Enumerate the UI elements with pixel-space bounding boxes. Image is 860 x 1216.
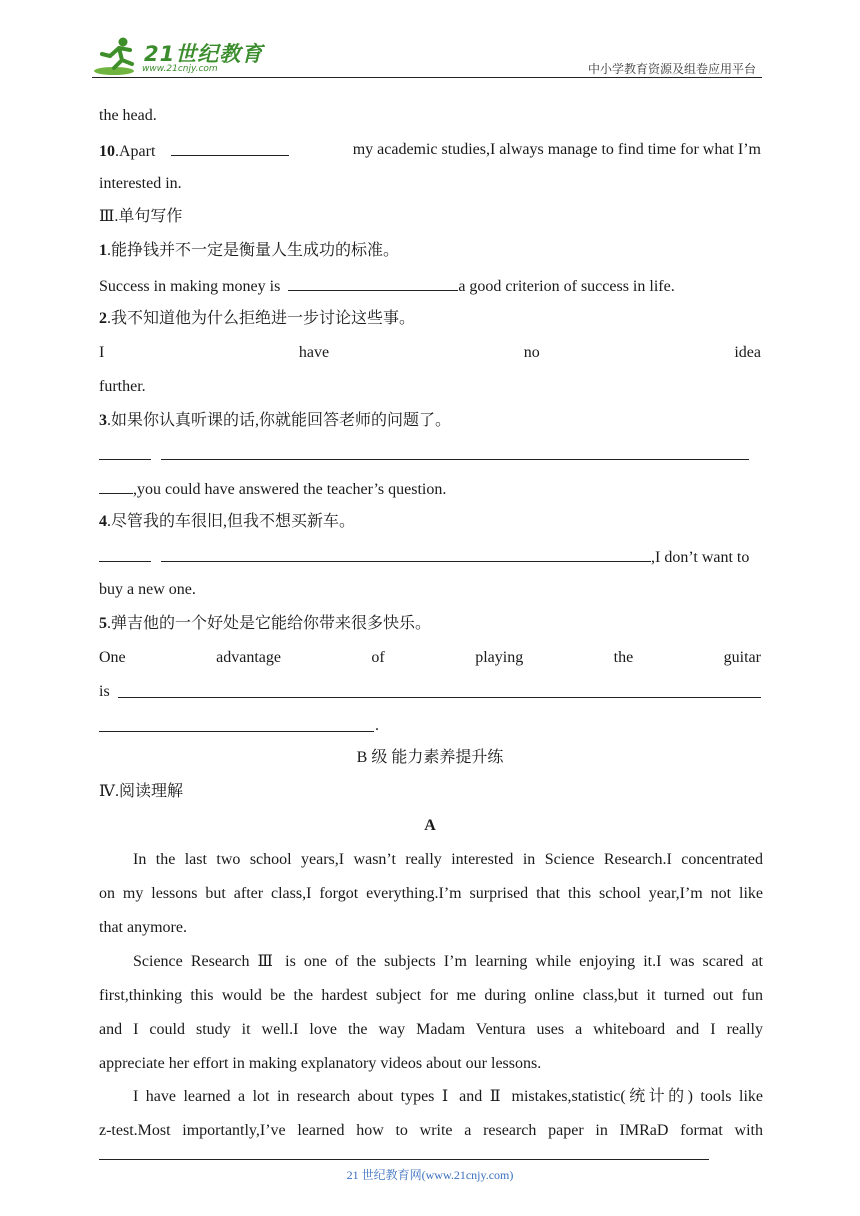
- text-line: the head.: [99, 107, 157, 124]
- sentence-3-cn: 3.如果你认真听课的话,你就能回答老师的问题了。: [99, 412, 452, 429]
- answer-blank[interactable]: [99, 478, 133, 494]
- answer-blank[interactable]: [161, 546, 651, 562]
- passage-line: Science Research Ⅲ is one of the subjects I’m learning while enjoying it.I was scared at: [133, 953, 763, 970]
- level-heading: B 级 能力素养提升练: [356, 749, 504, 766]
- sentence-2-en: I have no idea: [99, 344, 761, 361]
- passage-line: I have learned a lot in research about types Ⅰ and Ⅱ mistakes,statistic(统计的) tools like: [133, 1088, 763, 1105]
- answer-blank[interactable]: [99, 459, 151, 460]
- answer-blank[interactable]: [99, 731, 374, 732]
- passage-line: In the last two school years,I wasn’t really interested in Science Research.I concentrated: [133, 851, 763, 868]
- sentence-4-en: ,I don’t want to: [99, 546, 749, 568]
- footer-rule: [99, 1159, 709, 1160]
- sentence-1-en: Success in making money is a good criterion of success in life.: [99, 275, 675, 297]
- sentence-5-cn: 5.弹吉他的一个好处是它能给你带来很多快乐。: [99, 615, 432, 632]
- passage-title: A: [424, 817, 436, 834]
- text-line: interested in.: [99, 175, 182, 192]
- page-header: [92, 34, 762, 78]
- question-10: 10.Apart my academic studies,I always manage to find time for what I’m: [99, 141, 761, 160]
- answer-blank[interactable]: [161, 459, 749, 460]
- logo-text: 21世纪教育: [144, 42, 264, 66]
- passage-line: that anymore.: [99, 919, 187, 936]
- logo-runner-icon: [92, 34, 142, 78]
- header-tagline: 中小学教育资源及组卷应用平台: [587, 62, 756, 76]
- text-line: further.: [99, 378, 146, 395]
- logo-url: www.21cnjy.com: [142, 64, 218, 74]
- answer-blank[interactable]: [171, 140, 289, 156]
- header-rule: [92, 77, 762, 78]
- section-heading: Ⅲ.单句写作: [99, 208, 183, 225]
- sentence-4-cn: 4.尽管我的车很旧,但我不想买新车。: [99, 513, 356, 530]
- sentence-5-en: One advantage of playing the guitar: [99, 649, 761, 666]
- passage-line: z-test.Most importantly,I’ve learned how to write a research paper in IMRaD format with: [99, 1122, 763, 1139]
- sentence-3-en: ,you could have answered the teacher’s question.: [99, 478, 446, 500]
- sentence-2-cn: 2.我不知道他为什么拒绝进一步讨论这些事。: [99, 310, 416, 327]
- answer-blank[interactable]: [118, 697, 761, 698]
- footer-text: 21 世纪教育网(www.21cnjy.com): [346, 1168, 514, 1182]
- sentence-5-is: is: [99, 683, 110, 700]
- section-heading: Ⅳ.阅读理解: [99, 783, 183, 800]
- passage-line: on my lessons but after class,I forgot everything.I’m surprised that this school year,I’m not like: [99, 885, 763, 902]
- passage-line: and I could study it well.I love the way Madam Ventura uses a whiteboard and I really: [99, 1021, 763, 1038]
- passage-line: first,thinking this would be the hardest subject for me during online class,but it turned out fun: [99, 987, 763, 1004]
- text-line: buy a new one.: [99, 581, 196, 598]
- sentence-5-end: .: [375, 717, 379, 734]
- answer-blank[interactable]: [288, 275, 458, 291]
- sentence-1-cn: 1.能挣钱并不一定是衡量人生成功的标准。: [99, 242, 400, 259]
- passage-line: appreciate her effort in making explanatory videos about our lessons.: [99, 1055, 542, 1072]
- answer-blank[interactable]: [99, 546, 151, 562]
